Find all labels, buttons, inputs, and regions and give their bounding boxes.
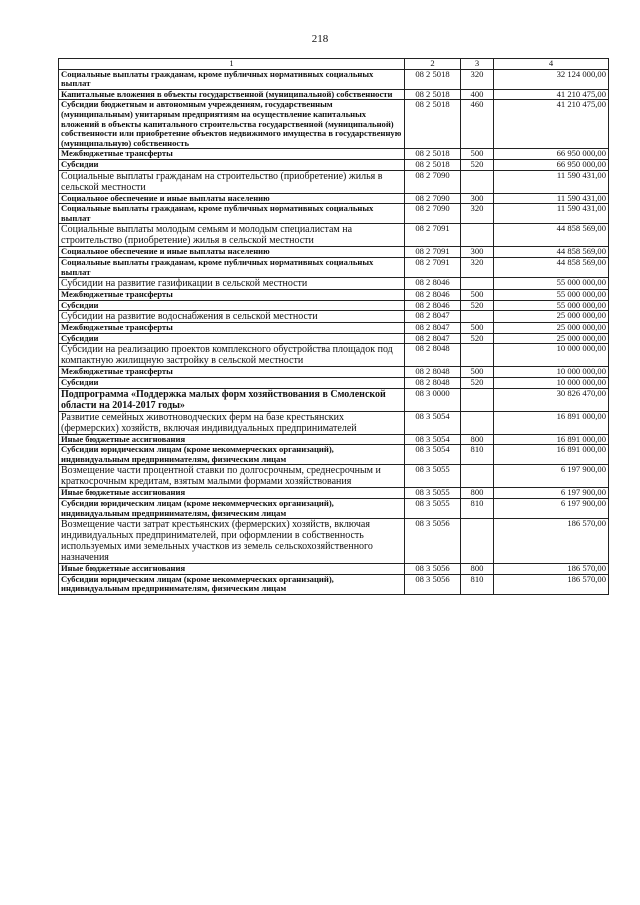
row-sum-cell: 16 891 000,00 bbox=[494, 411, 609, 434]
table-row bbox=[59, 278, 609, 290]
row-vr-cell: 460 bbox=[461, 100, 494, 149]
row-sum-cell: 11 590 431,00 bbox=[494, 170, 609, 193]
table-row bbox=[59, 300, 609, 311]
row-sum-cell: 16 891 000,00 bbox=[494, 445, 609, 465]
row-code-cell: 08 2 7090 bbox=[405, 193, 461, 204]
row-sum-cell: 186 570,00 bbox=[494, 564, 609, 575]
table-row bbox=[59, 204, 609, 224]
page-number: 218 bbox=[311, 33, 329, 45]
row-name-cell: Межбюджетные трансферты bbox=[59, 149, 405, 160]
row-name-cell: Капитальные вложения в объекты государственной (муниципальной) собственности bbox=[59, 89, 405, 100]
row-name-cell: Социальные выплаты гражданам, кроме публичных нормативных социальных выплат bbox=[59, 204, 405, 224]
row-name-cell: Субсидии юридическим лицам (кроме некоммерческих организаций), индивидуальным предпринимателям, физическим лицам bbox=[59, 574, 405, 594]
row-name-cell: Субсидии на развитие газификации в сельской местности bbox=[59, 278, 405, 290]
table-row bbox=[59, 564, 609, 575]
row-code-cell: 08 3 5054 bbox=[405, 434, 461, 445]
row-code-cell: 08 2 8046 bbox=[405, 300, 461, 311]
row-code-cell: 08 3 5056 bbox=[405, 564, 461, 575]
row-vr-cell: 520 bbox=[461, 333, 494, 344]
table-row bbox=[59, 434, 609, 445]
table-row bbox=[59, 193, 609, 204]
table-row bbox=[59, 149, 609, 160]
row-sum-cell: 6 197 900,00 bbox=[494, 465, 609, 488]
row-code-cell: 08 2 7090 bbox=[405, 204, 461, 224]
row-sum-cell: 11 590 431,00 bbox=[494, 193, 609, 204]
row-code-cell: 08 3 5055 bbox=[405, 499, 461, 519]
row-name-cell: Межбюджетные трансферты bbox=[59, 367, 405, 378]
row-sum-cell: 6 197 900,00 bbox=[494, 488, 609, 499]
row-vr-cell: 320 bbox=[461, 204, 494, 224]
row-sum-cell: 44 858 569,00 bbox=[494, 224, 609, 247]
table-row bbox=[59, 445, 609, 465]
table-row bbox=[59, 378, 609, 389]
row-vr-cell bbox=[461, 465, 494, 488]
table-row bbox=[59, 170, 609, 193]
table-row bbox=[59, 333, 609, 344]
table-row bbox=[59, 257, 609, 277]
row-vr-cell: 500 bbox=[461, 149, 494, 160]
row-code-cell: 08 2 8046 bbox=[405, 278, 461, 290]
row-sum-cell: 186 570,00 bbox=[494, 519, 609, 564]
header-row bbox=[59, 59, 609, 70]
column-header-code: 2 bbox=[405, 59, 461, 70]
table-row bbox=[59, 323, 609, 334]
row-vr-cell bbox=[461, 411, 494, 434]
row-code-cell: 08 3 0000 bbox=[405, 388, 461, 411]
row-code-cell: 08 2 8046 bbox=[405, 290, 461, 301]
table-row bbox=[59, 159, 609, 170]
budget-table bbox=[58, 58, 609, 595]
table-row bbox=[59, 367, 609, 378]
row-sum-cell: 66 950 000,00 bbox=[494, 159, 609, 170]
row-code-cell: 08 2 8047 bbox=[405, 311, 461, 323]
row-sum-cell: 44 858 569,00 bbox=[494, 247, 609, 258]
row-sum-cell: 30 826 470,00 bbox=[494, 388, 609, 411]
row-vr-cell bbox=[461, 311, 494, 323]
row-name-cell: Субсидии на реализацию проектов комплексного обустройства площадок под компактную жилищную застройку в сельской местности bbox=[59, 344, 405, 367]
row-vr-cell bbox=[461, 170, 494, 193]
row-name-cell: Субсидии bbox=[59, 300, 405, 311]
row-code-cell: 08 2 7090 bbox=[405, 170, 461, 193]
row-sum-cell: 25 000 000,00 bbox=[494, 323, 609, 334]
row-sum-cell: 55 000 000,00 bbox=[494, 278, 609, 290]
row-name-cell: Возмещение части затрат крестьянских (фермерских) хозяйств, включая индивидуальных предпринимателей, при оформлении в собственность используемых ими земельных участков из земель сельскохозяйственного назначения bbox=[59, 519, 405, 564]
row-name-cell: Иные бюджетные ассигнования bbox=[59, 488, 405, 499]
row-vr-cell: 320 bbox=[461, 69, 494, 89]
table-row bbox=[59, 574, 609, 594]
row-code-cell: 08 3 5054 bbox=[405, 411, 461, 434]
row-name-cell: Возмещение части процентной ставки по долгосрочным, среднесрочным и краткосрочным кредитам, взятым малыми формами хозяйствования bbox=[59, 465, 405, 488]
column-header-vr: 3 bbox=[461, 59, 494, 70]
row-code-cell: 08 2 8048 bbox=[405, 344, 461, 367]
table-row bbox=[59, 224, 609, 247]
row-name-cell: Субсидии юридическим лицам (кроме некоммерческих организаций), индивидуальным предпринимателям, физическим лицам bbox=[59, 499, 405, 519]
row-vr-cell bbox=[461, 278, 494, 290]
row-code-cell: 08 2 5018 bbox=[405, 100, 461, 149]
row-code-cell: 08 2 5018 bbox=[405, 149, 461, 160]
row-sum-cell: 11 590 431,00 bbox=[494, 204, 609, 224]
table-row bbox=[59, 465, 609, 488]
row-code-cell: 08 2 7091 bbox=[405, 257, 461, 277]
row-vr-cell: 800 bbox=[461, 564, 494, 575]
row-code-cell: 08 3 5056 bbox=[405, 519, 461, 564]
row-vr-cell bbox=[461, 224, 494, 247]
row-sum-cell: 41 210 475,00 bbox=[494, 89, 609, 100]
row-name-cell: Иные бюджетные ассигнования bbox=[59, 564, 405, 575]
row-code-cell: 08 3 5054 bbox=[405, 445, 461, 465]
table-row bbox=[59, 89, 609, 100]
row-code-cell: 08 2 8047 bbox=[405, 323, 461, 334]
table-row bbox=[59, 499, 609, 519]
row-code-cell: 08 2 8048 bbox=[405, 367, 461, 378]
row-sum-cell: 10 000 000,00 bbox=[494, 344, 609, 367]
row-vr-cell bbox=[461, 344, 494, 367]
table-row bbox=[59, 100, 609, 149]
row-code-cell: 08 2 5018 bbox=[405, 69, 461, 89]
row-code-cell: 08 3 5055 bbox=[405, 465, 461, 488]
row-code-cell: 08 2 8047 bbox=[405, 333, 461, 344]
table-row bbox=[59, 488, 609, 499]
table-row bbox=[59, 290, 609, 301]
row-code-cell: 08 2 5018 bbox=[405, 89, 461, 100]
row-code-cell: 08 3 5055 bbox=[405, 488, 461, 499]
row-sum-cell: 16 891 000,00 bbox=[494, 434, 609, 445]
column-header-sum: 4 bbox=[494, 59, 609, 70]
row-vr-cell: 300 bbox=[461, 193, 494, 204]
row-vr-cell: 320 bbox=[461, 257, 494, 277]
row-sum-cell: 10 000 000,00 bbox=[494, 367, 609, 378]
table-row bbox=[59, 388, 609, 411]
row-code-cell: 08 2 7091 bbox=[405, 224, 461, 247]
table-row bbox=[59, 247, 609, 258]
row-vr-cell: 520 bbox=[461, 378, 494, 389]
row-sum-cell: 66 950 000,00 bbox=[494, 149, 609, 160]
row-name-cell: Субсидии бюджетным и автономным учреждениям, государственным (муниципальным) унитарным предприятиям на осуществление капитальных вложений в объекты капитального строительства государственной (муниципальной) собственности или приобретение объектов недвижимого имущества в государственную (муниципальную) собственность bbox=[59, 100, 405, 149]
column-header-name: 1 bbox=[59, 59, 405, 70]
row-name-cell: Социальные выплаты гражданам, кроме публичных нормативных социальных выплат bbox=[59, 257, 405, 277]
row-vr-cell: 500 bbox=[461, 290, 494, 301]
row-name-cell: Субсидии юридическим лицам (кроме некоммерческих организаций), индивидуальным предпринимателям, физическим лицам bbox=[59, 445, 405, 465]
row-vr-cell: 810 bbox=[461, 445, 494, 465]
row-vr-cell: 500 bbox=[461, 323, 494, 334]
row-name-cell: Иные бюджетные ассигнования bbox=[59, 434, 405, 445]
row-code-cell: 08 2 8048 bbox=[405, 378, 461, 389]
row-name-cell: Субсидии bbox=[59, 333, 405, 344]
row-code-cell: 08 2 7091 bbox=[405, 247, 461, 258]
row-sum-cell: 186 570,00 bbox=[494, 574, 609, 594]
row-name-cell: Социальные выплаты гражданам, кроме публичных нормативных социальных выплат bbox=[59, 69, 405, 89]
row-vr-cell: 520 bbox=[461, 300, 494, 311]
row-name-cell: Социальное обеспечение и иные выплаты населению bbox=[59, 193, 405, 204]
table-row bbox=[59, 344, 609, 367]
row-sum-cell: 10 000 000,00 bbox=[494, 378, 609, 389]
row-sum-cell: 25 000 000,00 bbox=[494, 311, 609, 323]
row-vr-cell: 500 bbox=[461, 367, 494, 378]
table-row bbox=[59, 311, 609, 323]
row-vr-cell: 400 bbox=[461, 89, 494, 100]
row-name-cell: Социальные выплаты молодым семьям и молодым специалистам на строительство (приобретение) жилья в сельской местности bbox=[59, 224, 405, 247]
table-row bbox=[59, 519, 609, 564]
row-name-cell: Подпрограмма «Поддержка малых форм хозяйствования в Смоленской области на 2014-2017 годы» bbox=[59, 388, 405, 411]
row-name-cell: Субсидии bbox=[59, 159, 405, 170]
row-name-cell: Социальное обеспечение и иные выплаты населению bbox=[59, 247, 405, 258]
row-name-cell: Межбюджетные трансферты bbox=[59, 323, 405, 334]
row-code-cell: 08 3 5056 bbox=[405, 574, 461, 594]
row-sum-cell: 55 000 000,00 bbox=[494, 290, 609, 301]
row-vr-cell bbox=[461, 519, 494, 564]
row-vr-cell bbox=[461, 388, 494, 411]
row-name-cell: Развитие семейных животноводческих ферм на базе крестьянских (фермерских) хозяйств, включая индивидуальных предпринимателей bbox=[59, 411, 405, 434]
row-sum-cell: 55 000 000,00 bbox=[494, 300, 609, 311]
row-sum-cell: 44 858 569,00 bbox=[494, 257, 609, 277]
table-row bbox=[59, 411, 609, 434]
row-name-cell: Социальные выплаты гражданам на строительство (приобретение) жилья в сельской местности bbox=[59, 170, 405, 193]
row-name-cell: Межбюджетные трансферты bbox=[59, 290, 405, 301]
row-sum-cell: 25 000 000,00 bbox=[494, 333, 609, 344]
row-vr-cell: 800 bbox=[461, 434, 494, 445]
row-sum-cell: 41 210 475,00 bbox=[494, 100, 609, 149]
row-name-cell: Субсидии bbox=[59, 378, 405, 389]
row-vr-cell: 520 bbox=[461, 159, 494, 170]
row-vr-cell: 810 bbox=[461, 499, 494, 519]
row-sum-cell: 6 197 900,00 bbox=[494, 499, 609, 519]
row-vr-cell: 810 bbox=[461, 574, 494, 594]
row-vr-cell: 800 bbox=[461, 488, 494, 499]
row-sum-cell: 32 124 000,00 bbox=[494, 69, 609, 89]
row-name-cell: Субсидии на развитие водоснабжения в сельской местности bbox=[59, 311, 405, 323]
row-vr-cell: 300 bbox=[461, 247, 494, 258]
row-code-cell: 08 2 5018 bbox=[405, 159, 461, 170]
table-row bbox=[59, 69, 609, 89]
